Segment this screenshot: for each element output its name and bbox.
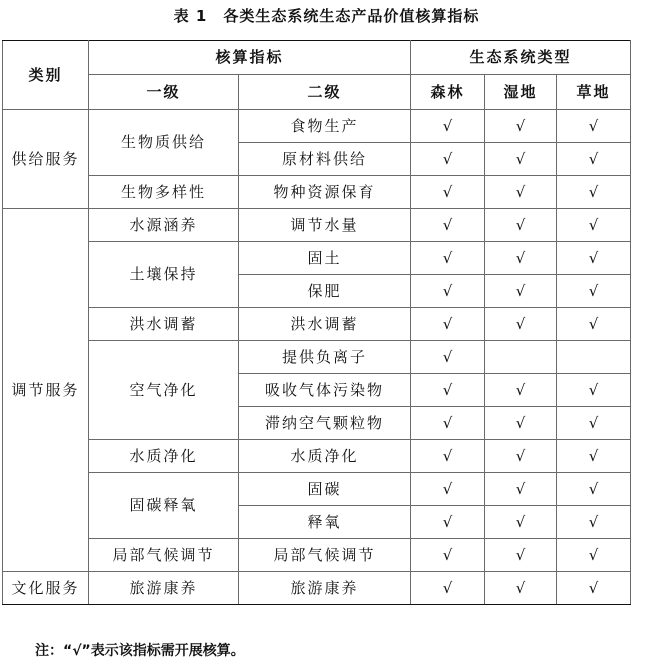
level1-cell: 水源涵养 <box>89 209 239 242</box>
forest-check: √ <box>411 341 485 374</box>
header-grassland: 草地 <box>557 75 631 110</box>
forest-check: √ <box>411 275 485 308</box>
indicator-table <box>2 40 631 605</box>
table-row <box>3 242 631 275</box>
forest-check: √ <box>411 242 485 275</box>
forest-check: √ <box>411 440 485 473</box>
level1-cell: 水质净化 <box>89 440 239 473</box>
wetland-check: √ <box>485 473 557 506</box>
grassland-check <box>557 341 631 374</box>
level2-cell: 局部气候调节 <box>239 539 411 572</box>
category-cell: 供给服务 <box>3 110 89 209</box>
level2-cell: 保肥 <box>239 275 411 308</box>
wetland-check: √ <box>485 275 557 308</box>
table-row <box>3 572 631 605</box>
wetland-check: √ <box>485 242 557 275</box>
grassland-check: √ <box>557 176 631 209</box>
grassland-check: √ <box>557 572 631 605</box>
header-forest: 森林 <box>411 75 485 110</box>
wetland-check: √ <box>485 374 557 407</box>
grassland-check: √ <box>557 110 631 143</box>
level2-cell: 释氧 <box>239 506 411 539</box>
grassland-check: √ <box>557 407 631 440</box>
table-row <box>3 209 631 242</box>
grassland-check: √ <box>557 275 631 308</box>
table-row <box>3 539 631 572</box>
grassland-check: √ <box>557 308 631 341</box>
level1-cell: 旅游康养 <box>89 572 239 605</box>
forest-check: √ <box>411 473 485 506</box>
grassland-check: √ <box>557 506 631 539</box>
forest-check: √ <box>411 572 485 605</box>
wetland-check: √ <box>485 572 557 605</box>
level1-cell: 生物多样性 <box>89 176 239 209</box>
level2-cell: 调节水量 <box>239 209 411 242</box>
level2-cell: 旅游康养 <box>239 572 411 605</box>
level2-cell: 固土 <box>239 242 411 275</box>
level2-cell: 吸收气体污染物 <box>239 374 411 407</box>
level2-cell: 滞纳空气颗粒物 <box>239 407 411 440</box>
table-row <box>3 110 631 143</box>
table-row <box>3 473 631 506</box>
wetland-check <box>485 341 557 374</box>
forest-check: √ <box>411 374 485 407</box>
wetland-check: √ <box>485 308 557 341</box>
grassland-check: √ <box>557 209 631 242</box>
table-row <box>3 341 631 374</box>
header-wetland: 湿地 <box>485 75 557 110</box>
wetland-check: √ <box>485 506 557 539</box>
level1-cell: 土壤保持 <box>89 242 239 308</box>
grassland-check: √ <box>557 440 631 473</box>
level2-cell: 水质净化 <box>239 440 411 473</box>
table-note: 注：“√”表示该指标需开展核算。 <box>35 643 245 659</box>
level2-cell: 洪水调蓄 <box>239 308 411 341</box>
level1-cell: 局部气候调节 <box>89 539 239 572</box>
wetland-check: √ <box>485 407 557 440</box>
level1-cell: 空气净化 <box>89 341 239 440</box>
forest-check: √ <box>411 407 485 440</box>
header-row-2 <box>3 75 631 110</box>
forest-check: √ <box>411 506 485 539</box>
level2-cell: 提供负离子 <box>239 341 411 374</box>
forest-check: √ <box>411 176 485 209</box>
grassland-check: √ <box>557 473 631 506</box>
header-level2: 二级 <box>239 75 411 110</box>
table-row <box>3 176 631 209</box>
level2-cell: 固碳 <box>239 473 411 506</box>
grassland-check: √ <box>557 242 631 275</box>
category-cell: 调节服务 <box>3 209 89 572</box>
forest-check: √ <box>411 209 485 242</box>
wetland-check: √ <box>485 176 557 209</box>
header-ecosystem-types: 生态系统类型 <box>411 41 631 75</box>
level2-cell: 原材料供给 <box>239 143 411 176</box>
header-level1: 一级 <box>89 75 239 110</box>
wetland-check: √ <box>485 110 557 143</box>
table-row <box>3 440 631 473</box>
table-row <box>3 308 631 341</box>
header-indicators: 核算指标 <box>89 41 411 75</box>
wetland-check: √ <box>485 440 557 473</box>
forest-check: √ <box>411 143 485 176</box>
level2-cell: 食物生产 <box>239 110 411 143</box>
wetland-check: √ <box>485 539 557 572</box>
level1-cell: 生物质供给 <box>89 110 239 176</box>
category-cell: 文化服务 <box>3 572 89 605</box>
grassland-check: √ <box>557 374 631 407</box>
forest-check: √ <box>411 308 485 341</box>
grassland-check: √ <box>557 539 631 572</box>
header-row-1 <box>3 41 631 75</box>
grassland-check: √ <box>557 143 631 176</box>
level1-cell: 洪水调蓄 <box>89 308 239 341</box>
forest-check: √ <box>411 539 485 572</box>
table-title: 表 1 各类生态系统生态产品价值核算指标 <box>173 7 480 25</box>
level2-cell: 物种资源保育 <box>239 176 411 209</box>
wetland-check: √ <box>485 209 557 242</box>
forest-check: √ <box>411 110 485 143</box>
wetland-check: √ <box>485 143 557 176</box>
header-category: 类别 <box>3 41 89 110</box>
level1-cell: 固碳释氧 <box>89 473 239 539</box>
